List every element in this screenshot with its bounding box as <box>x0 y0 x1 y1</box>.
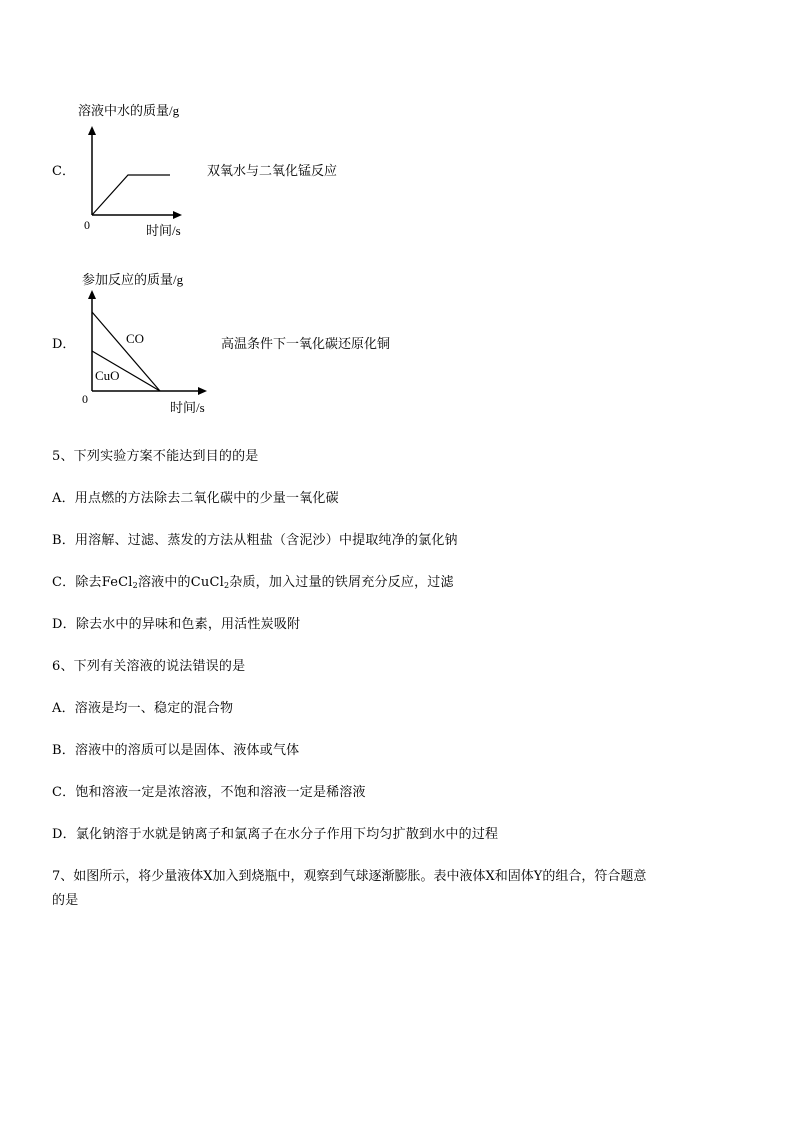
q5-c-part3: 杂质，加入过量的铁屑充分反应，过滤 <box>229 575 454 590</box>
q5-c-part1: C．除去FeCl <box>52 575 133 590</box>
y-arrow-icon <box>88 126 96 135</box>
q5-option-d: D．除去水中的异味和色素，用活性炭吸附 <box>52 617 301 632</box>
q5-c-part2: 溶液中的CuCl <box>137 575 224 590</box>
q6-option-c: C．饱和溶液一定是浓溶液，不饱和溶液一定是稀溶液 <box>52 785 366 800</box>
q6-option-b: B．溶液中的溶质可以是固体、液体或气体 <box>52 743 300 758</box>
graph-d-origin: 0 <box>82 392 88 406</box>
q7-stem-line2: 的是 <box>52 893 79 908</box>
q6-option-d: D．氯化钠溶于水就是钠离子和氯离子在水分子作用下均匀扩散到水中的过程 <box>52 827 499 842</box>
option-c-label: C． <box>52 164 75 179</box>
graph-c-origin: 0 <box>84 218 90 232</box>
q5-option-b: B．用溶解、过滤、蒸发的方法从粗盐（含泥沙）中提取纯净的氯化钠 <box>52 533 458 548</box>
graph-d-xlabel: 时间/s <box>170 400 205 415</box>
q6-stem: 6、下列有关溶液的说法错误的是 <box>52 659 246 674</box>
q5-option-c <box>52 571 454 590</box>
graph-d-co-label: CO <box>126 331 145 346</box>
y-arrow-icon <box>88 290 96 299</box>
q5-c-sub2: 2 <box>223 581 230 590</box>
graph-d-ylabel: 参加反应的质量/g <box>82 272 184 287</box>
graph-c-ylabel: 溶液中水的质量/g <box>78 103 180 118</box>
q5-option-a: A．用点燃的方法除去二氧化碳中的少量一氧化碳 <box>52 491 339 506</box>
q7-stem-line1: 7、如图所示，将少量液体X加入到烧瓶中，观察到气球逐渐膨胀。表中液体X和固体Y的组合，符合题意 <box>52 869 647 884</box>
option-d-label: D． <box>52 337 76 352</box>
x-arrow-icon <box>173 211 182 219</box>
graph-c-xlabel: 时间/s <box>146 223 181 238</box>
q5-stem: 5、下列实验方案不能达到目的的是 <box>52 449 259 464</box>
graph-c-caption: 双氧水与二氧化锰反应 <box>207 164 338 179</box>
x-arrow-icon <box>198 387 207 395</box>
q6-option-a: A．溶液是均一、稳定的混合物 <box>52 701 234 716</box>
graph-c-curve <box>92 175 170 215</box>
graph-d-caption: 高温条件下一氧化碳还原化铜 <box>221 337 391 352</box>
q5-c-sub1: 2 <box>132 581 138 590</box>
graph-d-cuo-label: CuO <box>95 368 120 383</box>
